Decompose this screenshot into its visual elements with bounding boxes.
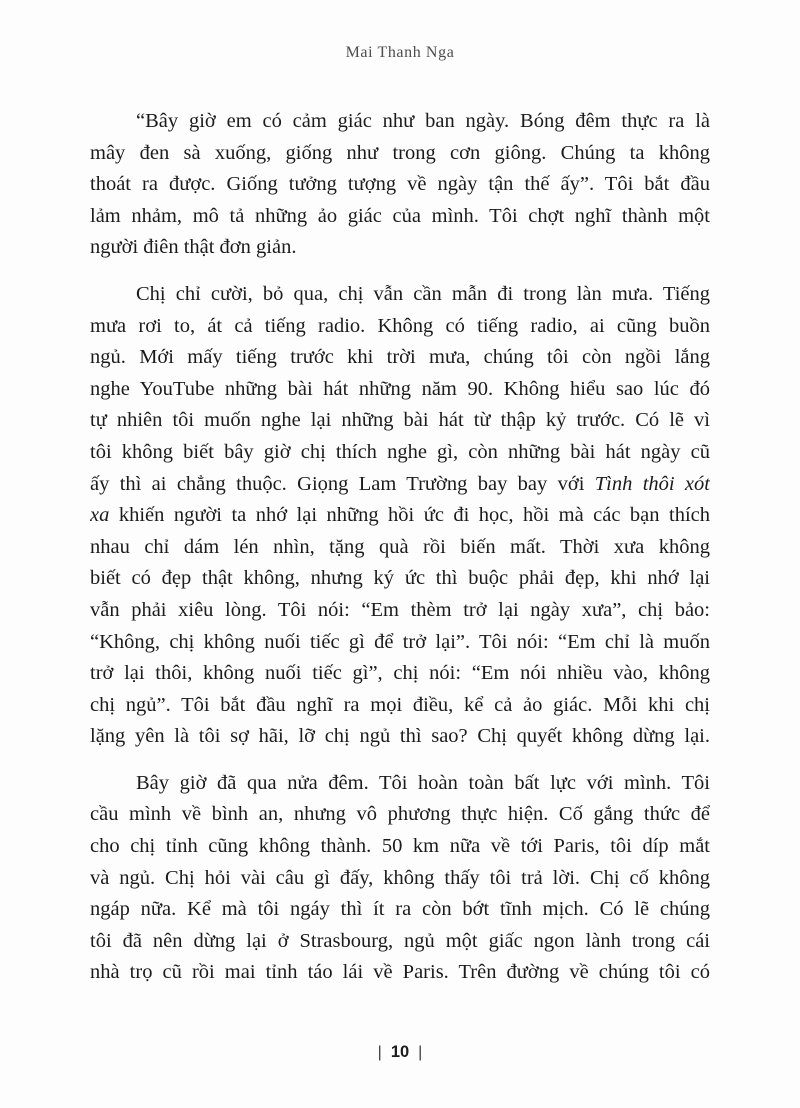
page-number: 10 bbox=[390, 1043, 410, 1061]
text-line bbox=[90, 563, 710, 595]
text-segment: nhau chỉ dám lén nhìn, tặng quà rồi biến mất. Thời xưa không bbox=[90, 535, 710, 558]
paragraph bbox=[90, 106, 710, 264]
text-segment: “Bây giờ em có cảm giác như ban ngày. Bóng đêm thực ra là bbox=[136, 110, 710, 132]
text-segment: vẫn phải xiêu lòng. Tôi nói: “Em thèm trở lại ngày xưa”, chị bảo: bbox=[90, 598, 710, 621]
text-line bbox=[90, 342, 710, 374]
text-line bbox=[90, 279, 710, 311]
text-segment: thoát ra được. Giống tưởng tượng về ngày tận thế ấy”. Tôi bắt đầu bbox=[90, 173, 710, 196]
text-segment: chị ngủ”. Tôi bắt đầu nghĩ ra mọi điều, kể cả ảo giác. Mỗi khi chị bbox=[90, 693, 710, 716]
text-line bbox=[90, 500, 710, 532]
text-line bbox=[90, 405, 710, 437]
text-line bbox=[90, 437, 710, 469]
text-segment: ngáp nữa. Kể mà tôi ngáy thì ít ra còn bớt tĩnh mịch. Có lẽ chúng bbox=[90, 898, 710, 921]
text-line bbox=[90, 690, 710, 722]
paragraph bbox=[90, 768, 710, 989]
text-line bbox=[90, 232, 710, 264]
italic-text-segment: xa bbox=[90, 504, 110, 527]
text-line bbox=[90, 311, 710, 343]
text-segment: biết có đẹp thật không, nhưng ký ức thì buộc phải đẹp, khi nhớ lại bbox=[90, 567, 710, 590]
text-segment: trở lại thôi, không nuối tiếc gì”, chị nói: “Em nói nhiều vào, không bbox=[90, 662, 710, 685]
text-segment: ấy thì ai chẳng thuộc. Giọng Lam Trường bay bay với bbox=[90, 472, 595, 495]
text-segment: cho chị tỉnh cũng không thành. 50 km nữa về tới Paris, tôi díp mắt bbox=[90, 835, 710, 858]
text-segment: ngủ. Mới mấy tiếng trước khi trời mưa, chúng tôi còn ngồi lắng bbox=[90, 346, 710, 369]
text-segment: nhà trọ cũ rồi mai tỉnh táo lái về Paris. Trên đường về chúng tôi có bbox=[90, 961, 710, 984]
page-footer bbox=[0, 1043, 800, 1062]
text-line bbox=[90, 374, 710, 406]
text-line bbox=[90, 169, 710, 201]
text-segment: tôi đã nên dừng lại ở Strasbourg, ngủ một giấc ngon lành trong cái bbox=[90, 929, 710, 952]
text-line bbox=[90, 799, 710, 831]
text-segment: khiến người ta nhớ lại những hồi ức đi học, hồi mà các bạn thích bbox=[109, 504, 710, 527]
text-segment: lặng yên là tôi sợ hãi, lỡ chị ngủ thì sao? Chị quyết không dừng lại. bbox=[90, 725, 710, 748]
text-segment: mưa rơi to, át cả tiếng radio. Không có tiếng radio, ai cũng buồn bbox=[90, 314, 710, 337]
text-segment: tôi không biết bây giờ chị thích nghe gì, còn những bài hát ngày cũ bbox=[90, 440, 710, 463]
text-line bbox=[90, 595, 710, 627]
text-line bbox=[90, 957, 710, 989]
text-line bbox=[90, 831, 710, 863]
text-line bbox=[90, 658, 710, 690]
text-segment: Bây giờ đã qua nửa đêm. Tôi hoàn toàn bất lực với mình. Tôi bbox=[136, 771, 710, 794]
text-line bbox=[90, 138, 710, 170]
text-line bbox=[90, 532, 710, 564]
text-segment: mây đen sà xuống, giống như trong cơn giông. Chúng ta không bbox=[90, 141, 710, 164]
text-line bbox=[90, 106, 710, 138]
text-segment: cầu mình về bình an, nhưng vô phương thực hiện. Cố gắng thức để bbox=[90, 803, 710, 826]
text-segment: nghe YouTube những bài hát những năm 90. Không hiểu sao lúc đó bbox=[90, 377, 710, 400]
text-segment: Chị chỉ cười, bỏ qua, chị vẫn cần mẫn đi trong làn mưa. Tiếng bbox=[136, 282, 710, 305]
running-header: Mai Thanh Nga bbox=[345, 44, 455, 61]
text-segment: tự nhiên tôi muốn nghe lại những bài hát từ thập kỷ trước. Có lẽ vì bbox=[90, 409, 710, 432]
paragraph bbox=[90, 279, 710, 753]
text-line bbox=[90, 627, 710, 659]
body-text bbox=[90, 106, 710, 1004]
text-line bbox=[90, 863, 710, 895]
text-segment: và ngủ. Chị hỏi vài câu gì đấy, không thấy tôi trả lời. Chị cố không bbox=[90, 866, 710, 889]
text-line bbox=[90, 469, 710, 501]
footer-separator-left: | bbox=[377, 1044, 382, 1061]
text-line bbox=[90, 201, 710, 233]
footer-separator-right: | bbox=[418, 1044, 423, 1061]
text-line bbox=[90, 721, 710, 753]
text-segment: người điên thật đơn giản. bbox=[90, 236, 297, 259]
text-segment: “Không, chị không nuối tiếc gì để trở lại”. Tôi nói: “Em chỉ là muốn bbox=[90, 630, 710, 653]
italic-text-segment: Tình thôi xót bbox=[594, 472, 710, 495]
text-line bbox=[90, 768, 710, 800]
text-line bbox=[90, 894, 710, 926]
text-line bbox=[90, 926, 710, 958]
text-segment: lảm nhảm, mô tả những ảo giác của mình. Tôi chợt nghĩ thành một bbox=[90, 204, 710, 227]
